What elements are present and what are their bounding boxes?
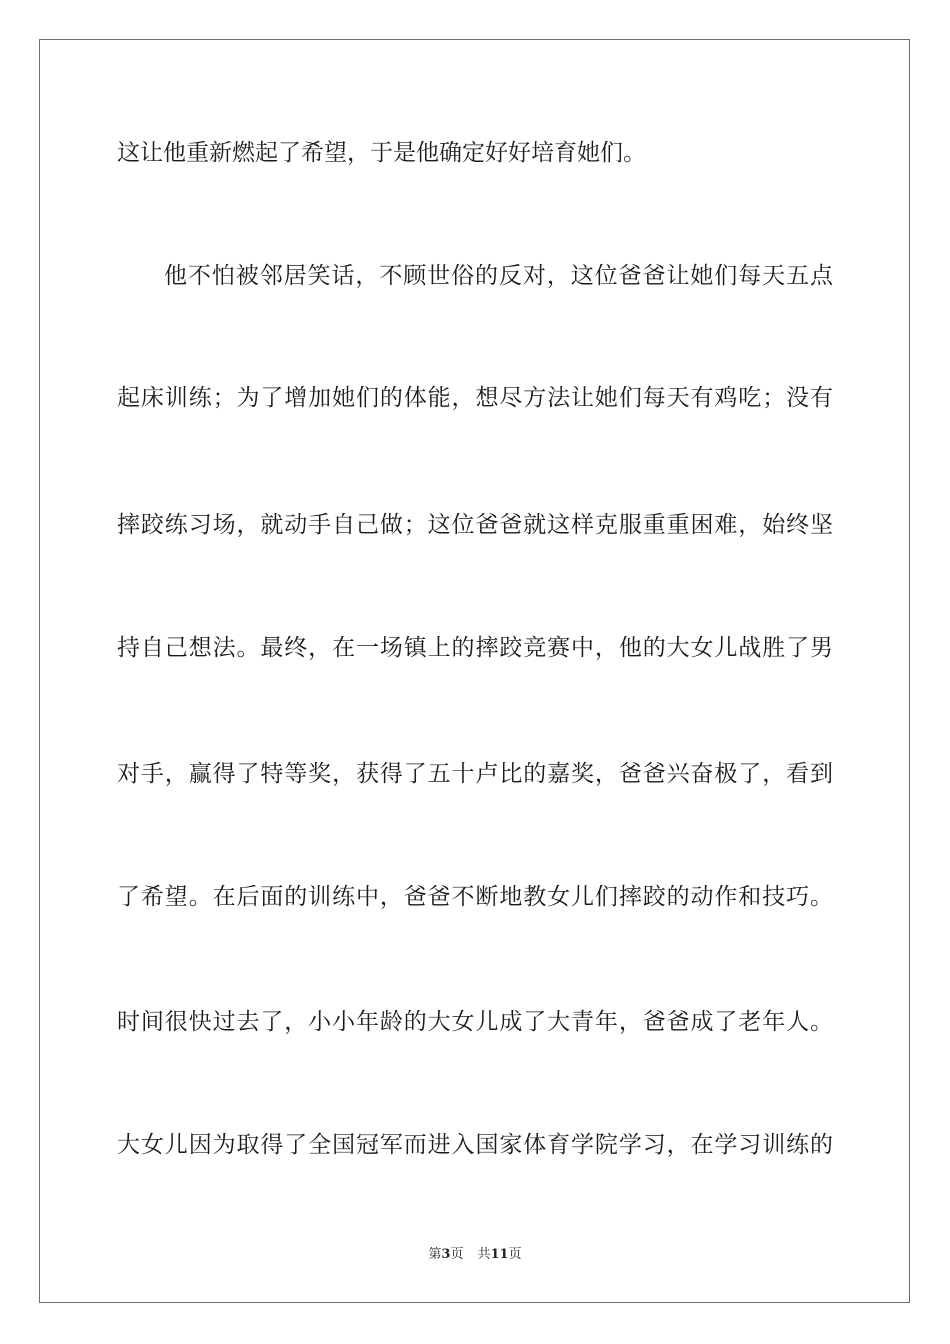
footer-total-pages: 11: [490, 1247, 509, 1262]
page-footer: [0, 1246, 950, 1264]
footer-page-suffix: 页: [450, 1247, 464, 1262]
footer-page-prefix: 第: [428, 1247, 442, 1262]
text-line-9: 大女儿因为取得了全国冠军而进入国家体育学院学习，在学习训练的: [117, 1132, 833, 1158]
text-line-2: 他不怕被邻居笑话，不顾世俗的反对，这位爸爸让她们每天五点: [164, 263, 833, 289]
footer-page-number: 3: [441, 1247, 451, 1262]
text-line-6: 对手，赢得了特等奖，获得了五十卢比的嘉奖，爸爸兴奋极了，看到: [117, 761, 833, 787]
text-line-7: 了希望。在后面的训练中，爸爸不断地教女儿们摔跤的动作和技巧。: [117, 884, 833, 910]
text-line-1: 这让他重新燃起了希望，于是他确定好好培育她们。: [117, 140, 646, 166]
footer-total-prefix: 共: [477, 1247, 491, 1262]
text-line-8: 时间很快过去了，小小年龄的大女儿成了大青年，爸爸成了老年人。: [117, 1009, 833, 1035]
text-line-4: 摔跤练习场，就动手自己做；这位爸爸就这样克服重重困难，始终坚: [117, 512, 833, 538]
page-border: [39, 39, 910, 1303]
footer-total-suffix: 页: [508, 1247, 522, 1262]
text-line-3: 起床训练；为了增加她们的体能，想尽方法让她们每天有鸡吃；没有: [117, 385, 833, 411]
text-line-5: 持自己想法。最终，在一场镇上的摔跤竞赛中，他的大女儿战胜了男: [117, 635, 833, 661]
